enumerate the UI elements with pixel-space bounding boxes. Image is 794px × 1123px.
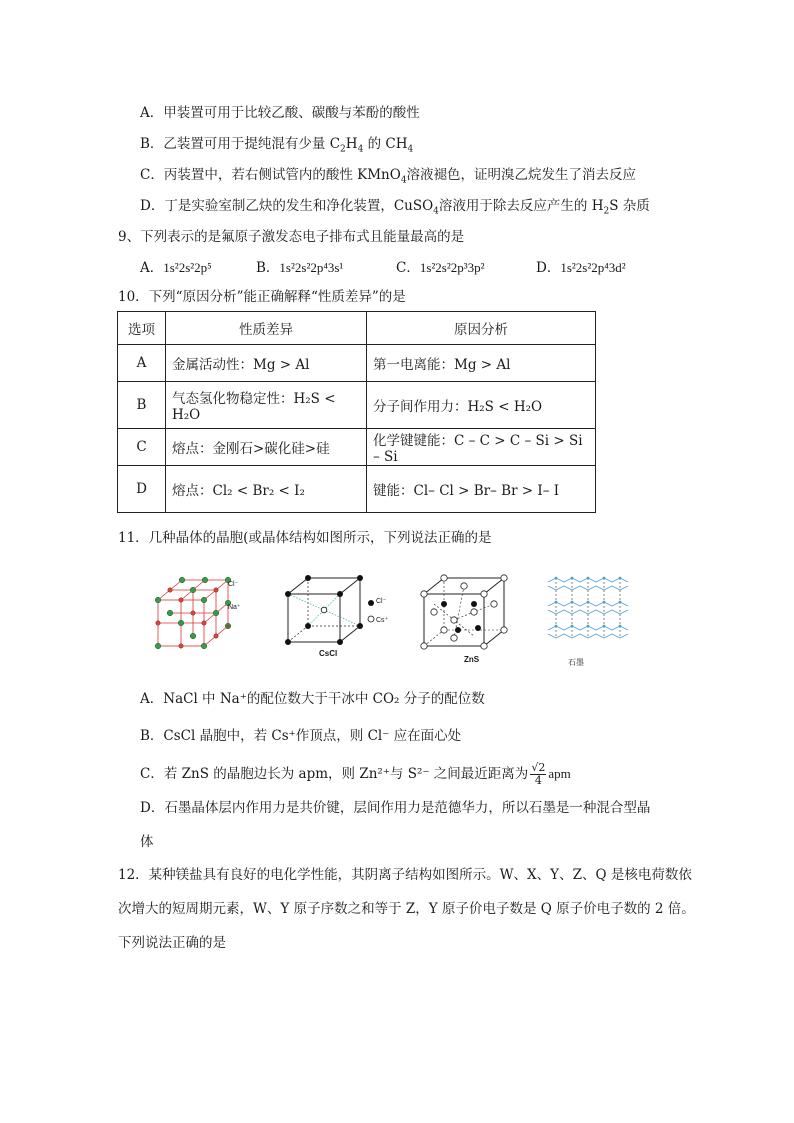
row-reason: 第一电离能：Mg > Al [367, 345, 596, 382]
zns-crystal-figure [418, 574, 510, 650]
row-property: 熔点：金刚石>碳化硅>硅 [166, 429, 367, 466]
header-reason: 原因分析 [367, 312, 596, 345]
row-property: 气态氢化物稳定性：H₂S < H₂O [166, 382, 367, 429]
zns-caption: ZnS [464, 655, 480, 664]
q12-stem: 12．某种镁盐具有良好的电化学性能，其阴离子结构如图所示。W、X、Y、Z、Q 是核电荷数依次增大的短周期元素，W、Y 原子序数之和等于 Z，Y 原子价电子数是 Q 原子价电子数的 2 倍。下列说法正确的是 [118, 867, 695, 951]
q11-option-c: C．若 ZnS 的晶胞边长为 apm，则 Zn²⁺与 S²⁻ 之间最近距离为 $\frac{√2}{4}$ apm [140, 761, 571, 787]
table-header-row [118, 312, 596, 345]
nacl-na-label: Na⁺ [228, 604, 241, 611]
q11-stem: 11．几种晶体的晶胞(或晶体结构如图所示，下列说法正确的是 [118, 530, 492, 546]
q8-option-b: B．乙装置可用于提纯混有少量 $C_2H_4$ 的 $CH_4$ [140, 136, 414, 155]
q10-table [117, 311, 596, 513]
q9-option-a: A．1s²2s²2p⁵ [140, 260, 212, 276]
q11-option-d: D．石墨晶体层内作用力是共价键，层间作用力是范德华力，所以石墨是一种混合型晶 [140, 800, 651, 816]
q11-option-a: A．NaCl 中 Na⁺的配位数大于干冰中 CO₂ 分子的配位数 [140, 691, 485, 707]
q9-stem: 9、下列表示的是氟原子激发态电子排布式且能量最高的是 [118, 229, 465, 245]
cscl-legend [366, 597, 376, 625]
nacl-cl-label: Cl⁻ [228, 581, 239, 588]
row-reason: 分子间作用力：H₂S < H₂O [367, 382, 596, 429]
q10-stem: 10．下列“原因分析”能正确解释“性质差异”的是 [118, 289, 406, 305]
graphite-caption: 石墨 [568, 658, 584, 667]
q9-option-d: D．1s²2s²2p⁴3d² [536, 260, 626, 276]
row-option: C [118, 429, 166, 466]
q11-option-d-wrap: 体 [140, 834, 154, 850]
cscl-crystal-figure [284, 574, 366, 646]
q9-option-b: B．1s²2s²2p⁴3s¹ [256, 260, 344, 276]
row-reason: 键能：Cl– Cl > Br– Br > I– I [367, 466, 596, 513]
row-property: 熔点：Cl₂ < Br₂ < I₂ [166, 466, 367, 513]
row-reason: 化学键键能：C – C > C – Si > Si – Si [367, 429, 596, 466]
q8-option-a: A．甲装置可用于比较乙酸、碳酸与苯酚的酸性 [140, 105, 420, 121]
table-row [118, 345, 596, 382]
q8-option-d: D．丁是实验室制乙炔的发生和净化装置，CuSO$_4$溶液用于除去反应产生的 $H_2S$ 杂质 [140, 198, 650, 217]
table-row [118, 382, 596, 429]
cscl-cs-label: Cs⁺ [376, 617, 389, 624]
cscl-caption: CsCl [319, 649, 338, 658]
header-option: 选项 [118, 312, 166, 345]
row-property: 金属活动性：Mg > Al [166, 345, 367, 382]
row-option: A [118, 345, 166, 382]
cscl-cl-label: Cl⁻ [376, 598, 387, 605]
graphite-structure-figure [546, 574, 632, 654]
table-row [118, 429, 596, 466]
fraction: $\frac{√2}{4}$ [531, 761, 546, 787]
q11-option-b: B．CsCl 晶胞中，若 Cs⁺作顶点，则 Cl⁻ 应在面心处 [140, 728, 462, 744]
q8-option-c: C．丙装置中，若右侧试管内的酸性 KMnO$_4$溶液褪色，证明溴乙烷发生了消去反应 [140, 167, 637, 186]
q9-option-c: C．1s²2s²2p³3p² [396, 260, 485, 276]
header-property: 性质差异 [166, 312, 367, 345]
row-option: B [118, 382, 166, 429]
table-row [118, 466, 596, 513]
row-option: D [118, 466, 166, 513]
